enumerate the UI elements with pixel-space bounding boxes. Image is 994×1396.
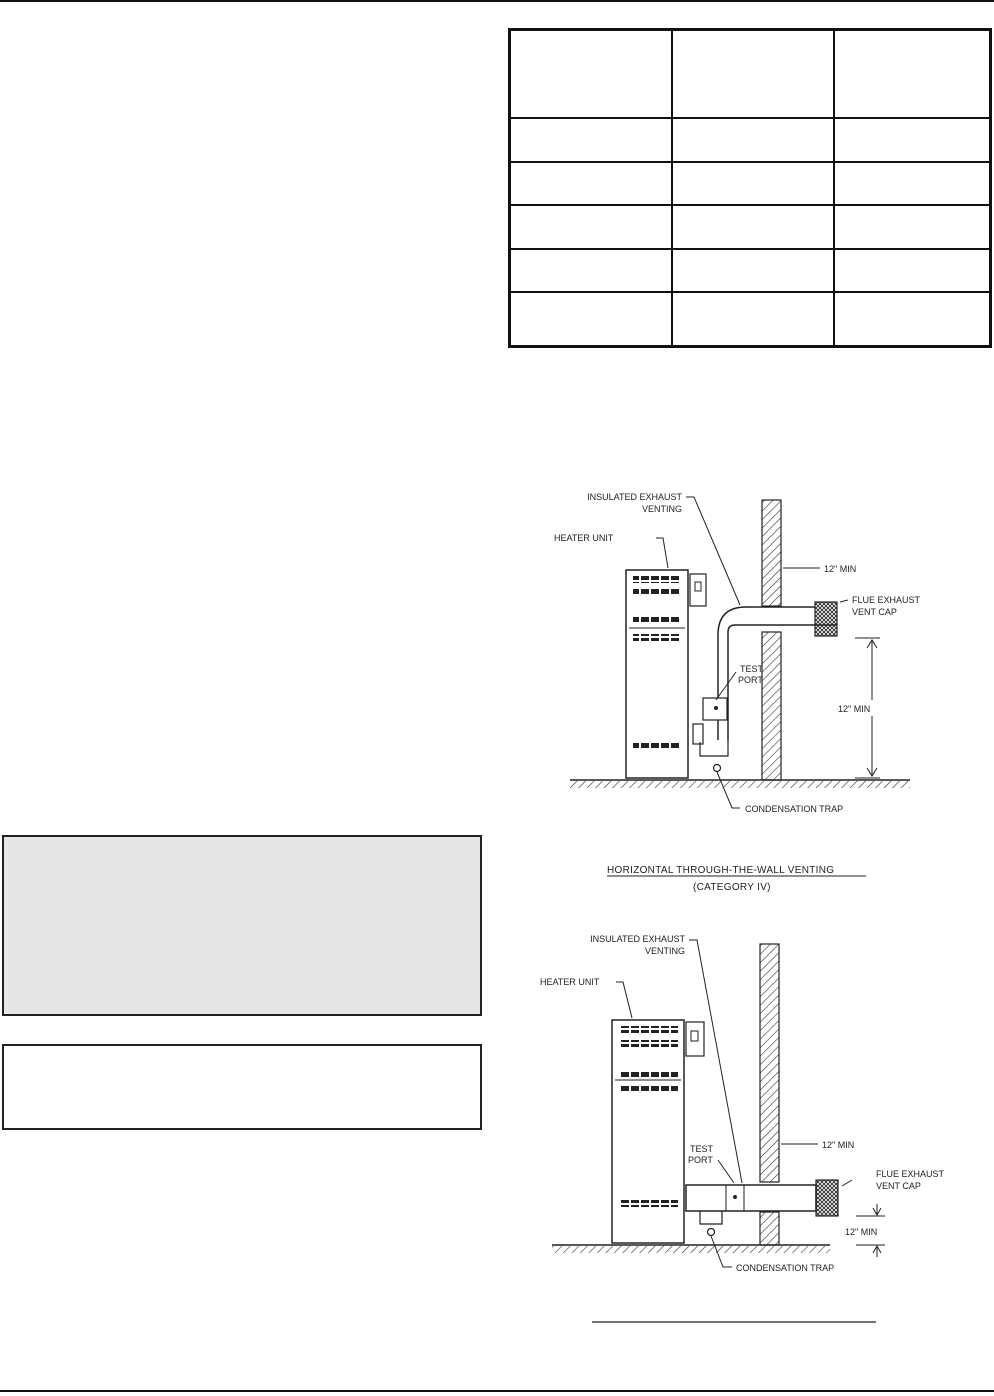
- label-port: PORT: [688, 1155, 713, 1165]
- label-venting: VENTING: [644, 946, 685, 956]
- wall: [762, 500, 781, 780]
- control-box: [686, 1022, 704, 1056]
- label-12-min-top: 12" MIN: [822, 1140, 855, 1150]
- exhaust-pipe: [686, 1185, 816, 1236]
- label-insulated-exhaust: INSULATED EXHAUST: [587, 492, 682, 502]
- diagram-top: [554, 492, 921, 814]
- label-heater-unit: HEATER UNIT: [540, 977, 600, 987]
- vent-cap: [815, 602, 837, 636]
- heater-unit: [626, 570, 688, 778]
- label-heater-unit: HEATER UNIT: [554, 533, 614, 543]
- label-condensation-trap: CONDENSATION TRAP: [736, 1263, 835, 1273]
- label-port: PORT: [738, 675, 763, 685]
- floor-line: [552, 1245, 830, 1253]
- floor-line: [570, 780, 910, 788]
- label-vent-cap: VENT CAP: [876, 1181, 921, 1191]
- diagram-bottom: [540, 934, 945, 1273]
- label-insulated-exhaust: INSULATED EXHAUST: [590, 934, 685, 944]
- label-vent-cap: VENT CAP: [852, 607, 897, 617]
- vent-cap: [816, 1180, 838, 1216]
- label-test: TEST: [690, 1144, 714, 1154]
- label-venting: VENTING: [641, 504, 682, 514]
- label-flue-exhaust: FLUE EXHAUST: [852, 595, 921, 605]
- diagram-caption: [607, 865, 866, 893]
- label-12-min-side: 12" MIN: [845, 1227, 878, 1237]
- label-flue-exhaust: FLUE EXHAUST: [876, 1169, 945, 1179]
- control-box: [690, 574, 706, 606]
- bottom-rule: [0, 1390, 994, 1392]
- label-condensation-trap: CONDENSATION TRAP: [745, 804, 844, 814]
- caption-subtitle: (CATEGORY IV): [693, 882, 771, 893]
- label-test: TEST: [740, 664, 764, 674]
- heater-unit: [612, 1020, 684, 1243]
- caption-title: HORIZONTAL THROUGH-THE-WALL VENTING: [607, 865, 835, 876]
- label-12-min-side: 12" MIN: [838, 704, 871, 714]
- label-12-min-top: 12" MIN: [824, 564, 857, 574]
